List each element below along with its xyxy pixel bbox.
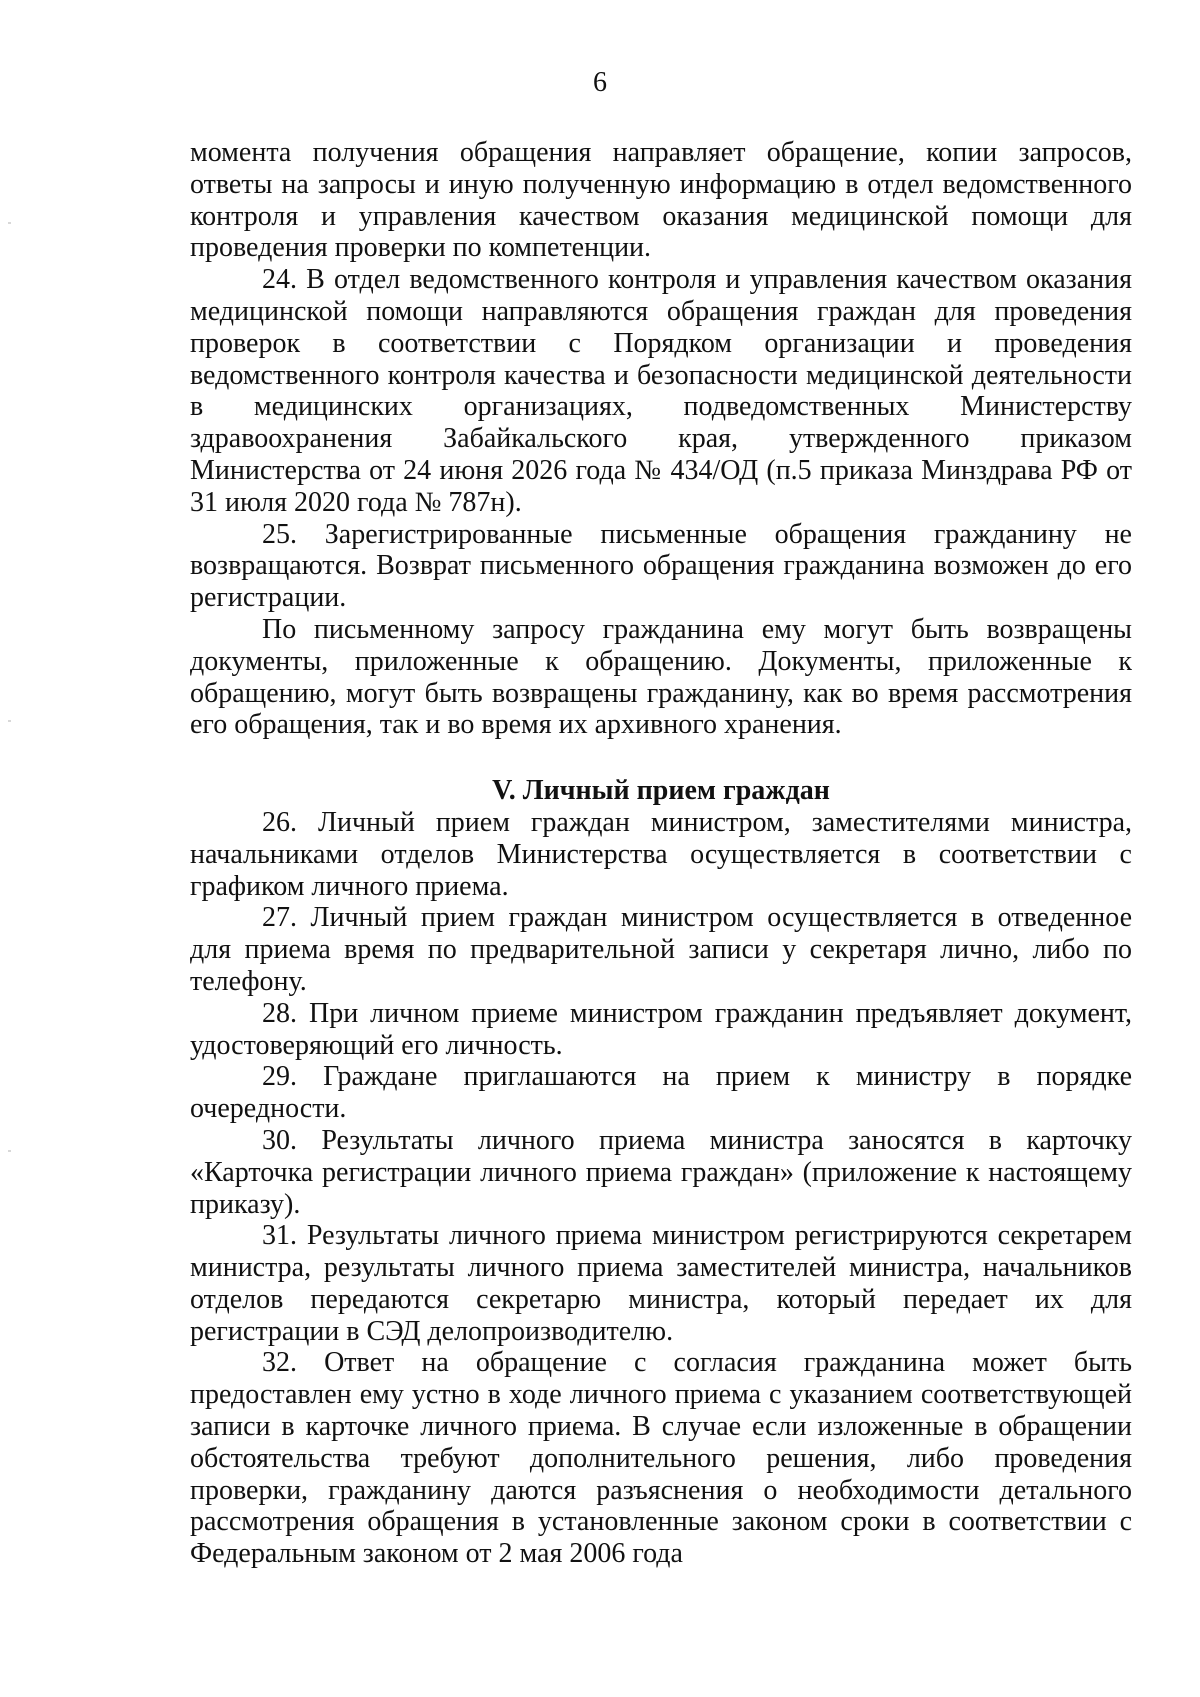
scan-artifact — [8, 1150, 11, 1152]
section-heading: V. Личный прием граждан — [492, 775, 830, 807]
scan-artifact — [8, 222, 11, 224]
document-body — [190, 137, 1132, 1570]
paragraph-24: 24. В отдел ведомственного контроля и управления качеством оказания медицинской помощи направляются обращения граждан для проведения проверок в соответствии с Порядком организации и проведения ведомственного контроля качества и безопасности медицинской деятельности в медицинских организациях, подведомственных Министерству здравоохранения Забайкальского края, утвержденного приказом Министерства от 24 июня 2026 года № 434/ОД (п.5 приказа Минздрава РФ от 31 июля 2020 года № 787н). — [190, 264, 1132, 518]
paragraph-27: 27. Личный прием граждан министром осуществляется в отведенное для приема время по предварительной записи у секретаря лично, либо по телефону. — [190, 902, 1132, 997]
paragraph-26: 26. Личный прием граждан министром, заместителями министра, начальниками отделов Министерства осуществляется в соответствии с графиком личного приема. — [190, 806, 1132, 902]
paragraph-30: 30. Результаты личного приема министра заносятся в карточку «Карточка регистрации личного приема граждан» (приложение к настоящему приказу). — [190, 1124, 1132, 1220]
paragraph-28: 28. При личном приеме министром гражданин предъявляет документ, удостоверяющий его личность. — [190, 997, 1132, 1061]
paragraph-25-return: По письменному запросу гражданина ему могут быть возвращены документы, приложенные к обращению. Документы, приложенные к обращению, могут быть возвращены гражданину, как во время рассмотрения его обращения, так и во время их архивного хранения. — [190, 613, 1132, 741]
paragraph-continuation: момента получения обращения направляет обращение, копии запросов, ответы на запросы и иную полученную информацию в отдел ведомственного контроля и управления качеством оказания медицинской помощи для проведения проверки по компетенции. — [190, 137, 1132, 264]
paragraph-31: 31. Результаты личного приема министром регистрируются секретарем министра, результаты личного приема заместителей министра, начальников отделов передаются секретарю министра, который передает их для регистрации в СЭД делопроизводителю. — [190, 1220, 1132, 1347]
paragraph-29: 29. Граждане приглашаются на прием к министру в порядке очередности. — [190, 1061, 1132, 1125]
page-number: 6 — [593, 67, 607, 98]
scan-artifact — [8, 720, 11, 722]
paragraph-25: 25. Зарегистрированные письменные обращения гражданину не возвращаются. Возврат письменного обращения гражданина возможен до его регистрации. — [190, 518, 1132, 614]
paragraph-32: 32. Ответ на обращение с согласия гражданина может быть предоставлен ему устно в ходе личного приема с указанием соответствующей записи в карточке личного приема. В случае если изложенные в обращении обстоятельства требуют дополнительного решения, либо проведения проверки, гражданину даются разъяснения о необходимости детального рассмотрения обращения в установленные законом сроки в соответствии с Федеральным законом от 2 мая 2006 года — [190, 1347, 1132, 1570]
